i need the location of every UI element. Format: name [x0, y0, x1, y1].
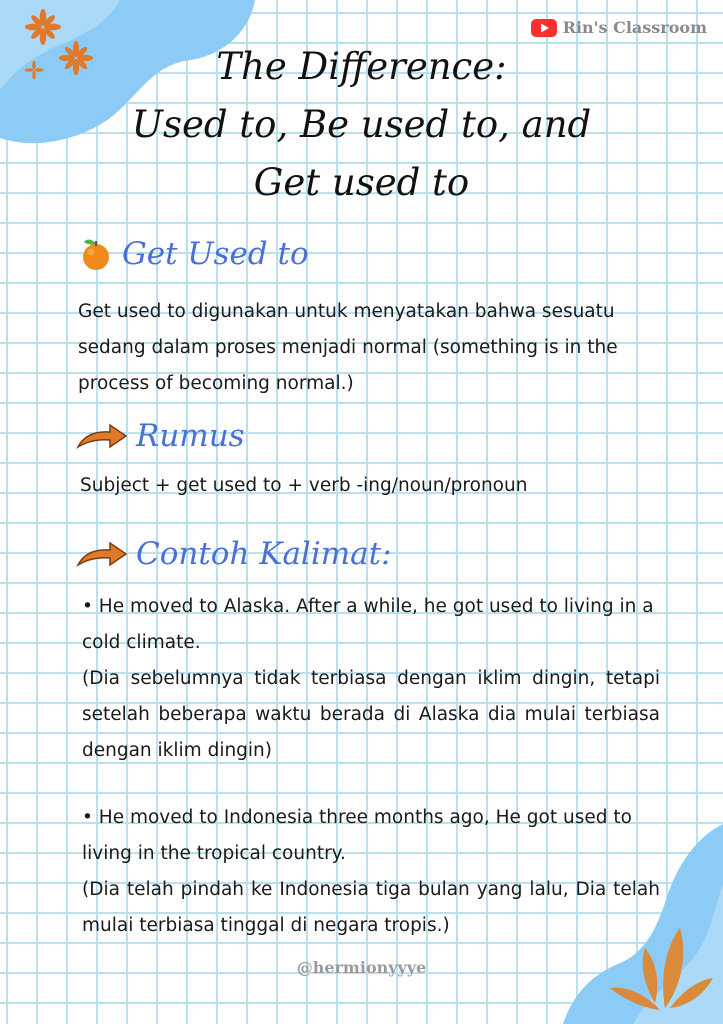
arrow-icon [76, 421, 128, 451]
title-line-1: The Difference: [216, 45, 507, 88]
example-sentence: • He moved to Indonesia three months ago, He got used to living in the tropical country. [82, 807, 632, 864]
orange-icon [78, 236, 114, 272]
example-translation: (Dia sebelumnya tidak terbiasa dengan iklim dingin, tetapi setelah beberapa waktu berada di Alaska dia mulai terbiasa dengan iklim dingin) [82, 668, 660, 761]
section-title: Get Used to [122, 236, 309, 272]
brand-name: Rin's Classroom [562, 18, 707, 37]
section-title: Rumus [136, 418, 245, 454]
title-line-2: Used to, Be used to, and [131, 103, 592, 146]
author-handle: @hermionyyye [296, 958, 427, 977]
definition-line-2: sedang dalam proses menjadi normal (something is in the [78, 337, 618, 358]
orange-leaves-decoration [605, 908, 715, 1018]
example-1 [82, 589, 660, 769]
definition-line-1: Get used to digunakan untuk menyatakan bahwa sesuatu [78, 301, 615, 322]
section-heading-contoh-kalimat [76, 536, 392, 572]
section-heading-rumus [76, 418, 245, 454]
definition-line-3: process of becoming normal.) [78, 373, 354, 394]
section-title: Contoh Kalimat: [136, 536, 392, 572]
brand-label [531, 18, 707, 37]
youtube-icon [531, 19, 557, 37]
title-line-3: Get used to [253, 161, 470, 204]
arrow-icon [76, 539, 128, 569]
page-title [0, 38, 723, 212]
example-translation: (Dia telah pindah ke Indonesia tiga bulan yang lalu, Dia telah mulai terbiasa tinggal di negara tropis.) [82, 879, 660, 936]
section-heading-get-used-to [78, 236, 309, 272]
definition-paragraph [78, 294, 678, 402]
formula-text: Subject + get used to + verb -ing/noun/pronoun [80, 475, 528, 496]
example-sentence: • He moved to Alaska. After a while, he got used to living in a cold climate. [82, 596, 654, 653]
